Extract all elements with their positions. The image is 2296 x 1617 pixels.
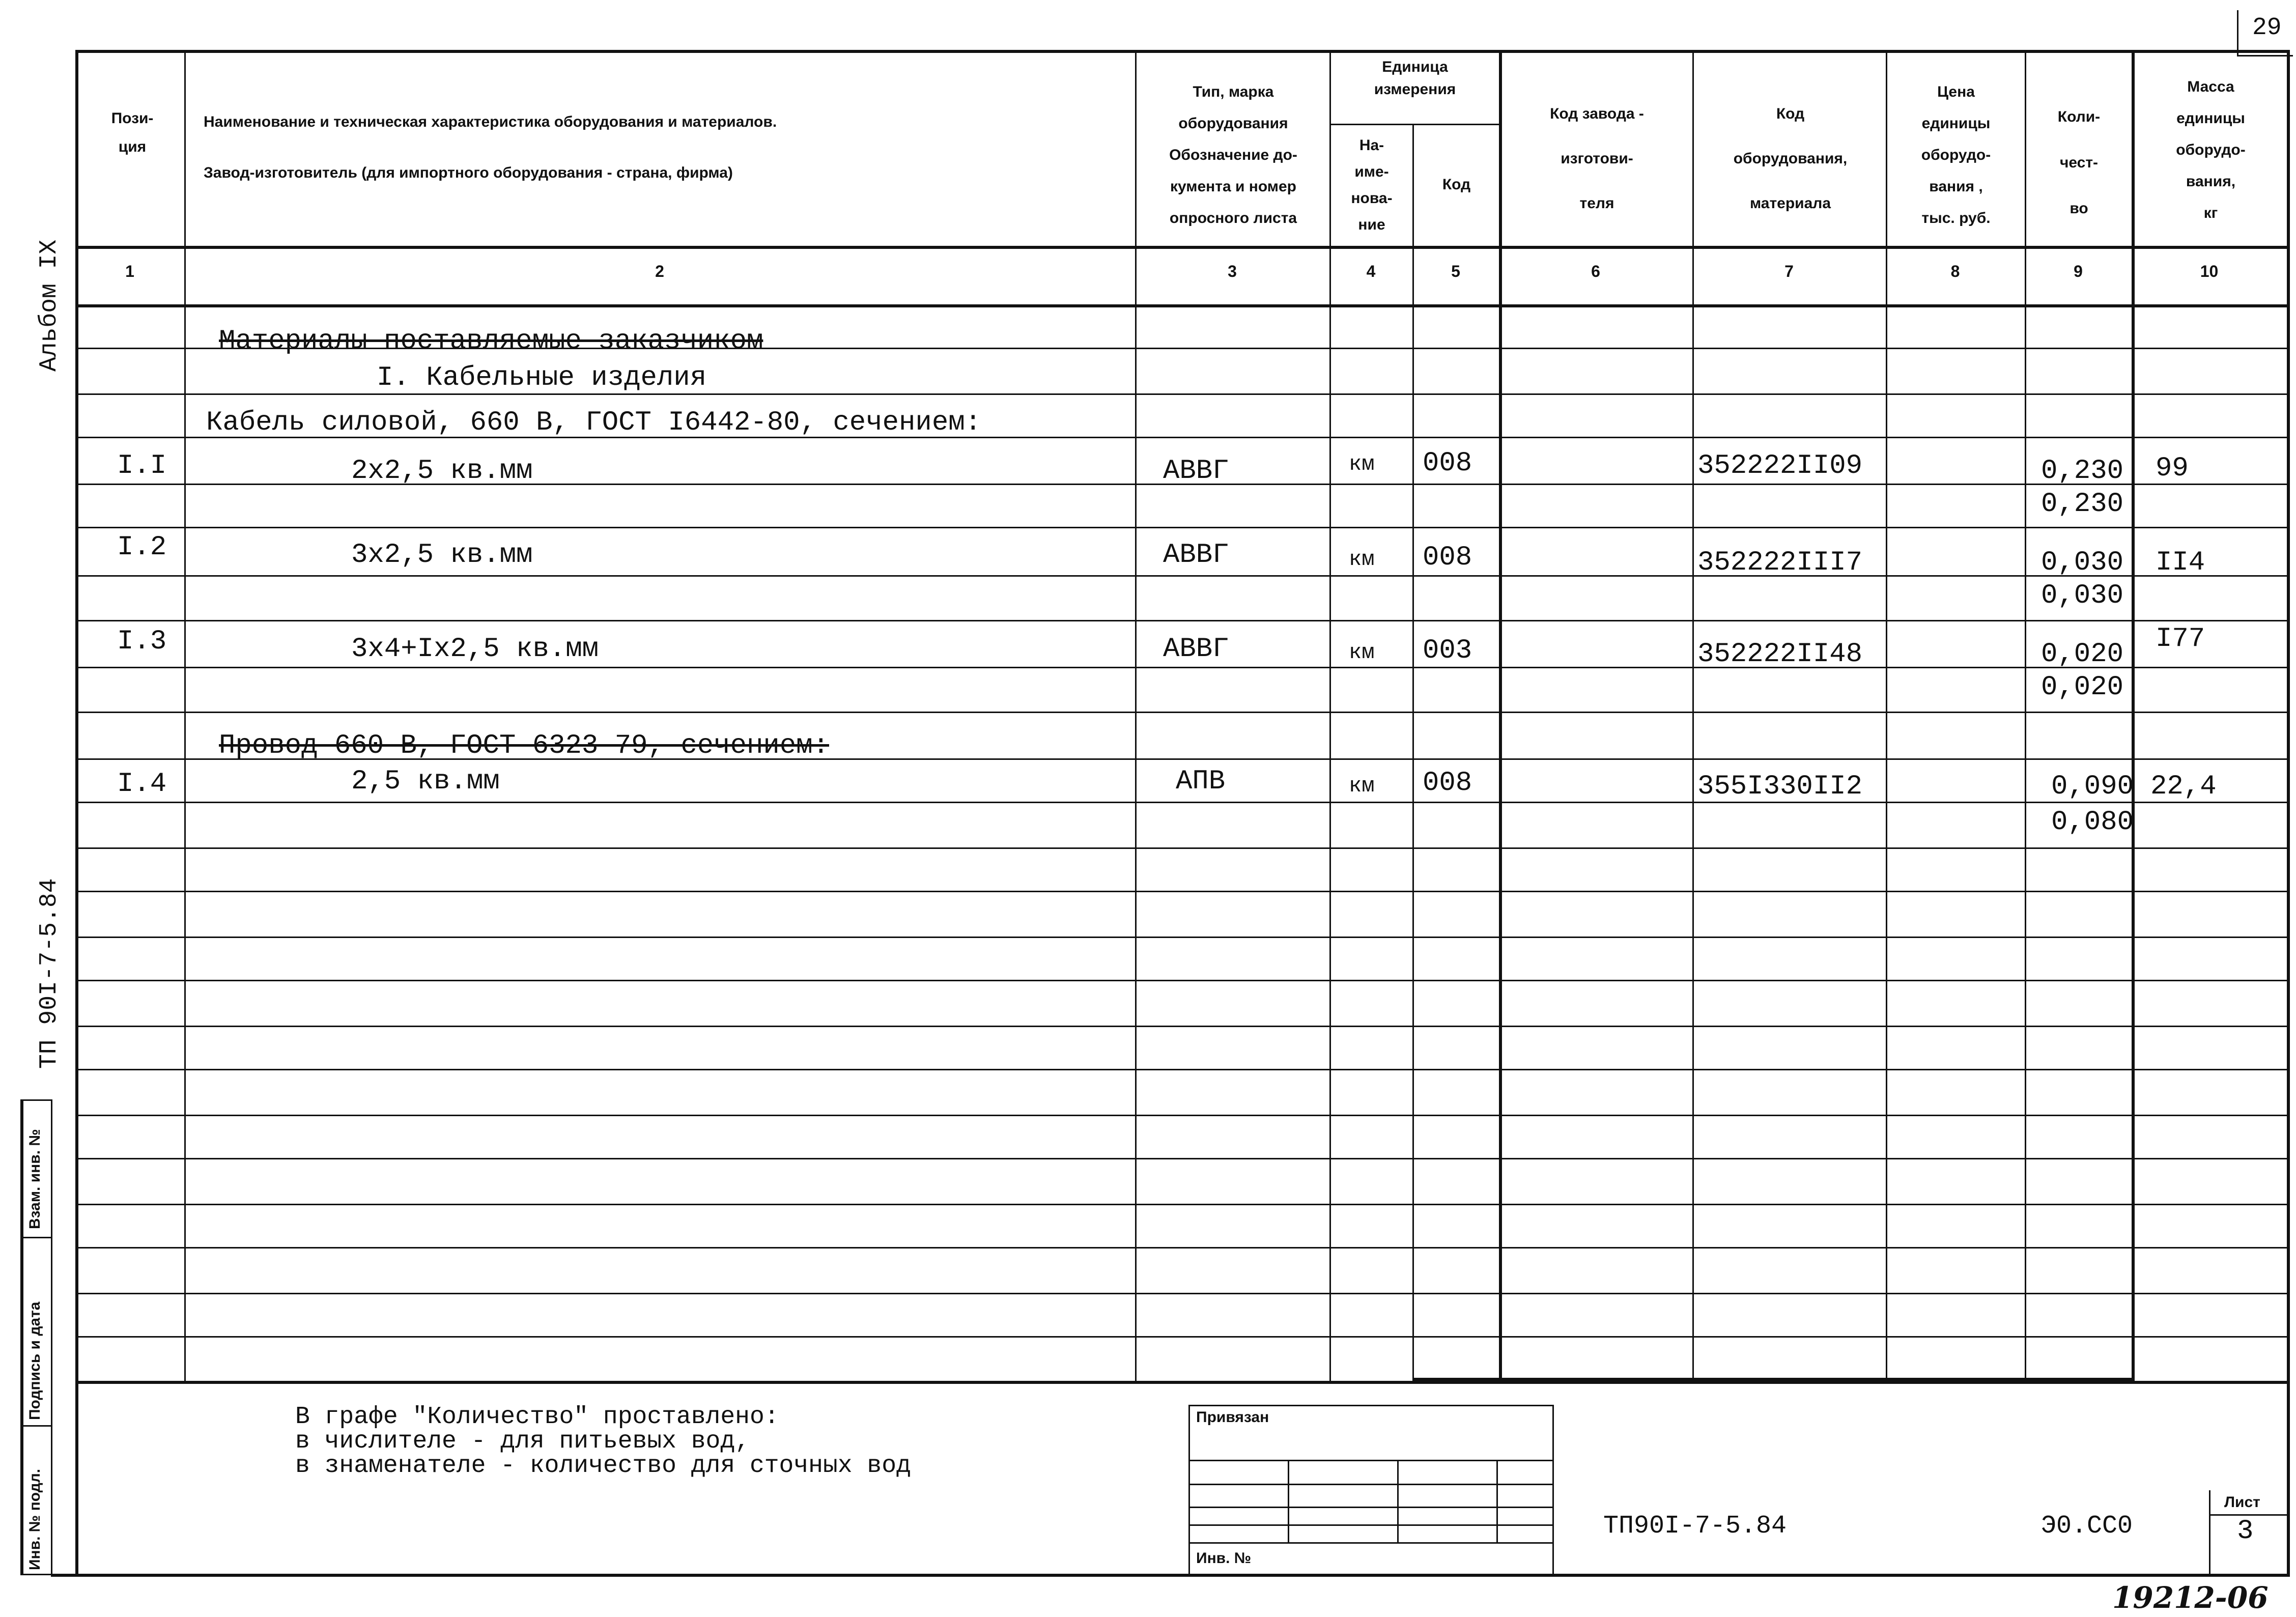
wire-group-title: Провод 660 В, ГОСТ 6323-79, сечением: (219, 730, 829, 761)
item-unit: км (1349, 547, 1375, 572)
stamp-label-replace: Взам. инв. № (26, 1129, 43, 1229)
item-type: АВВГ (1163, 634, 1229, 665)
header-quantity: Коли- чест- во (2057, 108, 2101, 217)
bound-label: Привязан (1196, 1409, 1269, 1426)
header-unit: Единица измерения (1374, 59, 1456, 98)
header-unit-code: Код (1442, 176, 1471, 193)
col-line-7 (1886, 50, 1887, 1381)
page-number-box-left (2237, 10, 2238, 56)
section-title: Материалы поставляемые заказчиком (219, 326, 763, 357)
table-bottom (75, 1381, 2287, 1384)
item-position: I.3 (117, 626, 167, 657)
item-unit-code: 008 (1423, 768, 1472, 799)
col-line-3 (1329, 50, 1331, 1381)
header-name: Наименование и техническая характеристика оборудования и материалов. Завод-изготовитель (для импортного оборудования - страна, фирма) (204, 114, 777, 181)
column-number-8: 8 (1950, 262, 1960, 280)
col-line-9 (2132, 50, 2135, 1381)
item-position: I.I (117, 450, 167, 481)
header-mass: Масса единицы оборудо- вания, кг (2176, 78, 2246, 221)
item-unit: км (1349, 640, 1375, 665)
col-line-8 (2025, 50, 2026, 1381)
page-number-box-bottom (2237, 55, 2293, 56)
item-qty-numerator: 0,230 (2041, 456, 2124, 487)
item-qty-denominator: 0,230 (2041, 489, 2124, 520)
header-bottom (75, 246, 2287, 249)
item-name: 2х2,5 кв.мм (351, 456, 533, 487)
item-unit: км (1349, 452, 1375, 476)
column-number-5: 5 (1451, 262, 1460, 280)
inv-label: Инв. № (1196, 1550, 1252, 1567)
stamp-sep-2 (20, 1425, 51, 1427)
item-code: 352222II09 (1697, 450, 1863, 481)
sheet-box-left (2209, 1490, 2210, 1574)
item-qty-denominator: 0,080 (2051, 807, 2134, 838)
frame-bottom (51, 1574, 2290, 1577)
column-number-9: 9 (2074, 262, 2083, 280)
stamp-bottom (20, 1574, 51, 1575)
item-name: 3х4+Iх2,5 кв.мм (351, 634, 599, 665)
sheet-number: 3 (2237, 1516, 2254, 1547)
frame-right (2287, 50, 2290, 1575)
numbers-bottom (75, 304, 2287, 307)
stamp-outer-left (20, 1099, 23, 1575)
stamp-inner-left (51, 1099, 52, 1575)
stamp-top (20, 1099, 51, 1101)
subsection-title: I. Кабельные изделия (377, 362, 707, 393)
item-position: I.4 (117, 769, 167, 800)
item-unit-code: 003 (1423, 635, 1472, 666)
item-qty-numerator: 0,030 (2041, 547, 2124, 578)
stamp-sep-1 (20, 1237, 51, 1238)
item-qty-numerator: 0,090 (2051, 771, 2134, 802)
item-unit-code: 008 (1423, 542, 1472, 573)
project-side-label: ТП 90I-7-5.84 (36, 878, 63, 1069)
item-unit: км (1349, 774, 1375, 798)
item-type: АВВГ (1163, 456, 1229, 487)
item-code: 352222II48 (1697, 639, 1863, 670)
item-position: I.2 (117, 532, 167, 563)
item-qty-denominator: 0,020 (2041, 672, 2124, 703)
footnote: В графе "Количество" проставлено: в числителе - для питьевых вод, в знаменателе - количество для сточных вод (295, 1403, 911, 1480)
header-unit-name: На- име- нова- ние (1351, 137, 1393, 233)
item-mass: 22,4 (2150, 771, 2217, 802)
item-qty-denominator: 0,030 (2041, 580, 2124, 611)
item-unit-code: 008 (1423, 448, 1472, 479)
header-position: Пози- ция (111, 110, 154, 155)
item-type: АПВ (1176, 766, 1226, 797)
col-line-4 (1412, 124, 1414, 1381)
frame-top (75, 50, 2287, 53)
col-line-2 (1135, 50, 1137, 1381)
header-type: Тип, марка оборудования Обозначение до- кумента и номер опросного листа (1169, 83, 1297, 226)
handwritten-number: 19212-06 (2112, 1580, 2269, 1615)
item-type: АВВГ (1163, 540, 1229, 571)
header-material-code: Код оборудования, материала (1733, 105, 1848, 212)
stamp-label-original: Инв. № подл. (26, 1468, 43, 1570)
column-number-6: 6 (1591, 262, 1600, 280)
document-code: Э0.СС0 (2041, 1512, 2133, 1541)
item-mass: II4 (2156, 547, 2205, 578)
col-line-5 (1499, 50, 1502, 1381)
column-number-7: 7 (1784, 262, 1794, 280)
column-number-2: 2 (655, 262, 664, 280)
column-number-4: 4 (1366, 262, 1376, 280)
cable-group-title: Кабель силовой, 660 В, ГОСТ I6442-80, сечением: (206, 407, 982, 438)
item-code: 355I330II2 (1697, 771, 1863, 802)
item-code: 352222III7 (1697, 547, 1863, 578)
column-number-3: 3 (1228, 262, 1237, 280)
sheet-label: Лист (2224, 1494, 2260, 1511)
stamp-label-signature: Подпись и дата (26, 1301, 43, 1420)
column-number-10: 10 (2200, 262, 2219, 280)
header-price: Цена единицы оборудо- вания , тыс. руб. (1921, 83, 1991, 226)
item-mass: 99 (2156, 453, 2189, 484)
col-line-1 (184, 50, 186, 1381)
page-number: 29 (2252, 14, 2282, 42)
item-mass: I77 (2156, 623, 2205, 655)
unit-divider (1329, 124, 1499, 125)
item-name: 2,5 кв.мм (351, 766, 500, 797)
item-name: 3х2,5 кв.мм (351, 540, 533, 571)
item-qty-numerator: 0,020 (2041, 639, 2124, 670)
header-factory-code: Код завода - изготови- теля (1550, 105, 1644, 212)
document-number: ТП90I-7-5.84 (1603, 1512, 1787, 1541)
album-label: Альбом IX (36, 239, 63, 372)
column-number-1: 1 (125, 262, 134, 280)
col-line-6 (1692, 50, 1694, 1381)
